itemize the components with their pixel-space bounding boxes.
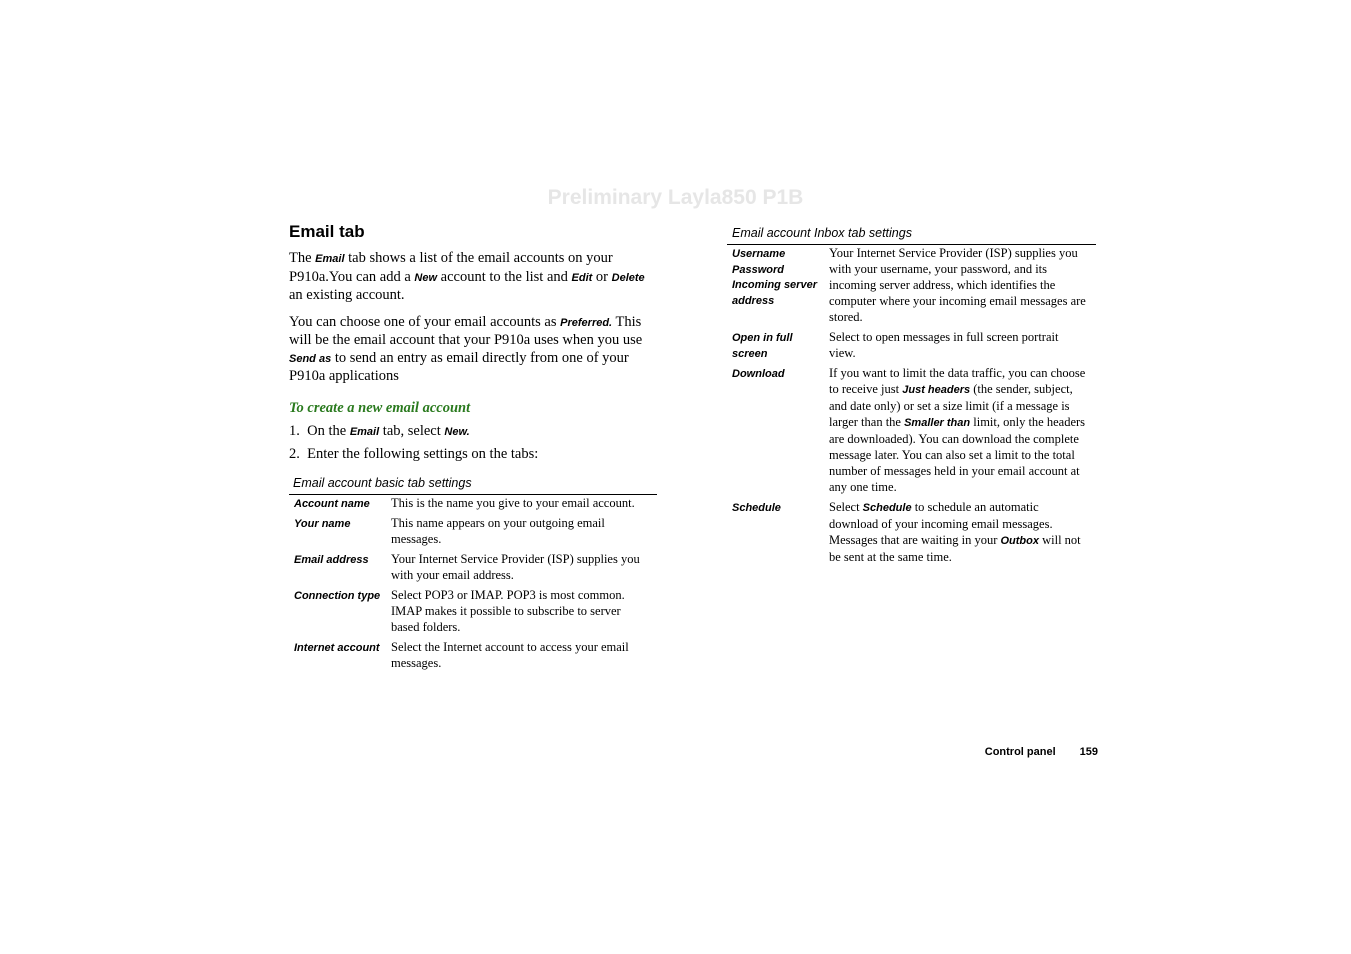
text: (the sender, subject, and date only) or set a size limit (if a message is larger than the: [829, 382, 1073, 429]
text: You can choose one of your email accounts as: [289, 313, 561, 330]
text: to schedule an automatic download of your incoming email messages. Messages that are waiting in your: [829, 500, 1053, 547]
table-row: [727, 365, 1096, 499]
intro-paragraph: [289, 250, 657, 305]
setting-description: [829, 365, 1096, 499]
table-row: [289, 515, 657, 551]
ui-term-just-headers: Just headers: [902, 384, 971, 396]
term-incoming-server: Incoming server address: [732, 279, 817, 307]
setting-term: Schedule: [732, 502, 781, 514]
ui-term-edit: Edit: [571, 271, 593, 284]
setting-description: Select POP3 or IMAP. POP3 is most common. IMAP makes it possible to subscribe to server based folders.: [391, 587, 625, 634]
text: will not be sent at the same time.: [829, 533, 1081, 564]
setting-description: This is the name you give to your email account.: [391, 495, 635, 510]
setting-term: Internet account: [294, 641, 380, 654]
setting-description: Select to open messages in full screen portrait view.: [829, 330, 1059, 360]
text: to send an entry as email directly from one of your P910a applications: [289, 349, 629, 384]
ui-term-outbox: Outbox: [1000, 535, 1039, 547]
ui-term-send-as: Send as: [289, 352, 332, 365]
ui-term-email: Email: [315, 253, 345, 265]
table-row: [289, 587, 657, 639]
table-row: [289, 551, 657, 587]
left-column: [289, 222, 657, 675]
preferred-paragraph: [289, 314, 657, 386]
term-password: Password: [732, 263, 784, 276]
setting-description: [829, 499, 1096, 569]
term-username: Username: [732, 248, 786, 260]
text: Enter the following settings on the tabs:: [307, 446, 539, 462]
page-footer: [985, 746, 1098, 758]
text: limit, only the headers are downloaded). You can download the complete message later. You can also set a limit to the total number of messages held in your email account at any one time.: [829, 415, 1086, 494]
ui-term-email: Email: [349, 425, 380, 438]
setting-description: Select the Internet account to access your email messages.: [391, 639, 629, 670]
section-heading: Email tab: [289, 222, 365, 241]
step-1: [289, 423, 657, 442]
text: The: [289, 250, 316, 266]
text: Select: [829, 500, 863, 514]
watermark: Preliminary Layla850 P1B: [547, 186, 804, 209]
ui-term-new: New.: [444, 425, 470, 438]
setting-description: Your Internet Service Provider (ISP) supplies you with your email address.: [391, 551, 640, 582]
setting-term: Connection type: [294, 589, 381, 602]
inbox-settings-table: [727, 244, 1096, 569]
table-row: [727, 499, 1096, 569]
table-row: [289, 639, 657, 675]
table-row: [289, 494, 657, 515]
setting-description: Your Internet Service Provider (ISP) supplies you with your username, your password, and its incoming server address, which identifies the computer where your incoming email messages are stored.: [829, 246, 1086, 324]
ui-term-schedule: Schedule: [862, 502, 912, 514]
text: On the: [307, 422, 350, 439]
text: This will be the email account that your P910a uses when you use: [289, 313, 643, 348]
basic-settings-table: [289, 494, 657, 675]
step-number: 1.: [289, 422, 300, 439]
page-number: 159: [1079, 746, 1098, 758]
text: or: [592, 268, 612, 285]
table-row: [727, 329, 1096, 365]
procedure-heading: To create a new email account: [289, 399, 471, 416]
table-caption: Email account basic tab settings: [293, 475, 472, 490]
text: account to the list and: [437, 268, 572, 285]
setting-term: [727, 245, 829, 330]
step-2: [289, 446, 657, 464]
table-row: [727, 245, 1096, 330]
ui-term-smaller-than: Smaller than: [904, 417, 971, 429]
table-caption: Email account Inbox tab settings: [732, 226, 912, 240]
setting-description: This name appears on your outgoing email messages.: [391, 515, 605, 546]
setting-term: Account name: [294, 497, 370, 510]
setting-term: Download: [732, 368, 785, 380]
ui-term-delete: Delete: [611, 271, 645, 284]
footer-section: Control panel: [984, 746, 1056, 758]
text: tab shows a list of the email accounts on your P910a.You can add a: [289, 250, 613, 285]
text: an existing account.: [289, 287, 405, 303]
setting-term: Your name: [294, 517, 351, 530]
text: tab, select: [379, 422, 445, 439]
setting-term: Open in full screen: [732, 332, 793, 360]
ui-term-preferred: Preferred.: [560, 316, 613, 329]
text: If you want to limit the data traffic, you can choose to receive just: [829, 366, 1086, 396]
steps-list: [289, 423, 657, 464]
step-number: 2.: [289, 446, 300, 462]
ui-term-new: New: [414, 271, 438, 284]
right-column: [727, 226, 1096, 569]
setting-term: Email address: [294, 553, 369, 566]
